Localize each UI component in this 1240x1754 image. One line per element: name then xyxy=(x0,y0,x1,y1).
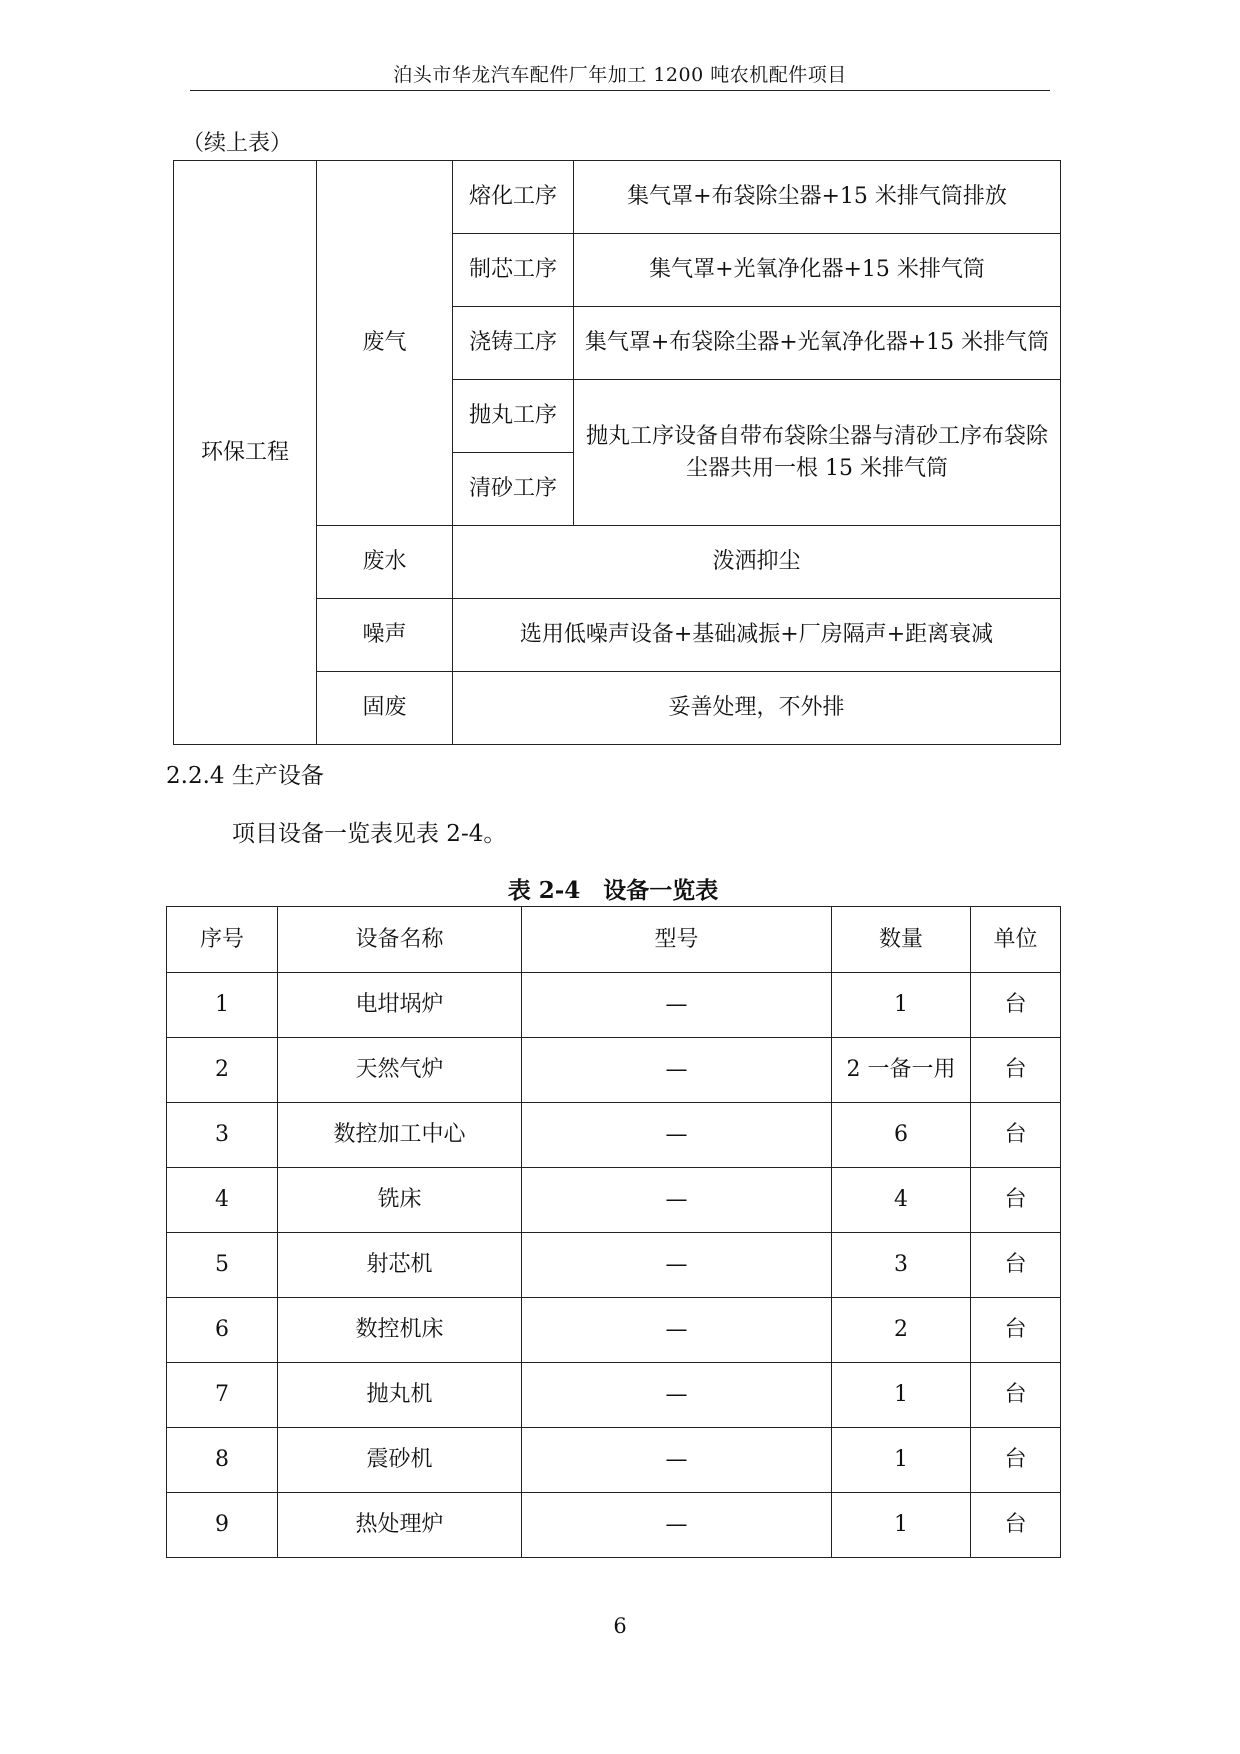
cell-no: 8 xyxy=(167,1428,278,1493)
header-rule xyxy=(190,90,1050,91)
cell-no: 1 xyxy=(167,973,278,1038)
cell-name: 数控加工中心 xyxy=(278,1103,522,1168)
cell-no: 6 xyxy=(167,1298,278,1363)
section-paragraph: 项目设备一览表见表 2-4。 xyxy=(232,821,507,847)
table-row xyxy=(167,1038,1061,1103)
table-row xyxy=(167,1103,1061,1168)
process-cell: 浇铸工序 xyxy=(453,307,574,380)
cell-model: — xyxy=(522,1038,832,1103)
measure-cell: 集气罩+布袋除尘器+15 米排气筒排放 xyxy=(574,161,1061,234)
cell-model: — xyxy=(522,1233,832,1298)
measure-cell: 集气罩+布袋除尘器+光氧净化器+15 米排气筒 xyxy=(574,307,1061,380)
table-row xyxy=(174,161,1061,234)
equipment-table-caption: 表 2-4 设备一览表 xyxy=(507,877,719,904)
cell-name: 电坩埚炉 xyxy=(278,973,522,1038)
measure-cell: 抛丸工序设备自带布袋除尘器与清砂工序布袋除尘器共用一根 15 米排气筒 xyxy=(574,380,1061,526)
cell-name: 射芯机 xyxy=(278,1233,522,1298)
cell-qty: 6 xyxy=(832,1103,971,1168)
waste-gas-cell: 废气 xyxy=(317,161,453,526)
solid-waste-cell: 固废 xyxy=(317,672,453,745)
cell-name: 铣床 xyxy=(278,1168,522,1233)
cell-unit: 台 xyxy=(971,1363,1061,1428)
cell-model: — xyxy=(522,1298,832,1363)
header-unit: 单位 xyxy=(971,907,1061,973)
table-row xyxy=(167,973,1061,1038)
cell-model: — xyxy=(522,1103,832,1168)
cell-unit: 台 xyxy=(971,1428,1061,1493)
process-cell: 熔化工序 xyxy=(453,161,574,234)
header-name: 设备名称 xyxy=(278,907,522,973)
table-header-row xyxy=(167,907,1061,973)
page-header-title: 泊头市华龙汽车配件厂年加工 1200 吨农机配件项目 xyxy=(393,64,847,86)
measure-cell: 选用低噪声设备+基础减振+厂房隔声+距离衰减 xyxy=(453,599,1061,672)
cell-unit: 台 xyxy=(971,973,1061,1038)
environmental-measures-table xyxy=(173,160,1061,745)
cell-qty: 3 xyxy=(832,1233,971,1298)
equipment-table xyxy=(166,906,1061,1558)
cell-name: 天然气炉 xyxy=(278,1038,522,1103)
measure-cell: 妥善处理，不外排 xyxy=(453,672,1061,745)
process-cell: 清砂工序 xyxy=(453,453,574,526)
cell-unit: 台 xyxy=(971,1103,1061,1168)
table-row xyxy=(167,1428,1061,1493)
cell-unit: 台 xyxy=(971,1493,1061,1558)
cell-no: 3 xyxy=(167,1103,278,1168)
process-cell: 制芯工序 xyxy=(453,234,574,307)
cell-model: — xyxy=(522,1428,832,1493)
table-row xyxy=(167,1168,1061,1233)
header-no: 序号 xyxy=(167,907,278,973)
category-cell: 环保工程 xyxy=(174,161,317,745)
cell-model: — xyxy=(522,1493,832,1558)
table-row xyxy=(167,1233,1061,1298)
cell-model: — xyxy=(522,1363,832,1428)
table-row xyxy=(167,1493,1061,1558)
cell-unit: 台 xyxy=(971,1168,1061,1233)
cell-qty: 1 xyxy=(832,1493,971,1558)
table-row xyxy=(167,1298,1061,1363)
cell-qty: 2 一备一用 xyxy=(832,1038,971,1103)
section-heading: 2.2.4 生产设备 xyxy=(166,763,324,789)
cell-name: 震砂机 xyxy=(278,1428,522,1493)
measure-cell: 集气罩+光氧净化器+15 米排气筒 xyxy=(574,234,1061,307)
waste-water-cell: 废水 xyxy=(317,526,453,599)
cell-no: 2 xyxy=(167,1038,278,1103)
cell-qty: 1 xyxy=(832,1428,971,1493)
page-number: 6 xyxy=(613,1614,627,1638)
cell-no: 4 xyxy=(167,1168,278,1233)
cell-name: 数控机床 xyxy=(278,1298,522,1363)
cell-unit: 台 xyxy=(971,1038,1061,1103)
cell-no: 7 xyxy=(167,1363,278,1428)
cell-model: — xyxy=(522,973,832,1038)
measure-cell: 泼洒抑尘 xyxy=(453,526,1061,599)
cell-name: 抛丸机 xyxy=(278,1363,522,1428)
cell-qty: 1 xyxy=(832,1363,971,1428)
cell-unit: 台 xyxy=(971,1298,1061,1363)
cell-name: 热处理炉 xyxy=(278,1493,522,1558)
continued-table-label: （续上表） xyxy=(182,131,293,156)
cell-qty: 4 xyxy=(832,1168,971,1233)
cell-unit: 台 xyxy=(971,1233,1061,1298)
cell-no: 9 xyxy=(167,1493,278,1558)
process-cell: 抛丸工序 xyxy=(453,380,574,453)
cell-no: 5 xyxy=(167,1233,278,1298)
header-model: 型号 xyxy=(522,907,832,973)
cell-qty: 2 xyxy=(832,1298,971,1363)
cell-qty: 1 xyxy=(832,973,971,1038)
noise-cell: 噪声 xyxy=(317,599,453,672)
table-row xyxy=(167,1363,1061,1428)
header-qty: 数量 xyxy=(832,907,971,973)
cell-model: — xyxy=(522,1168,832,1233)
